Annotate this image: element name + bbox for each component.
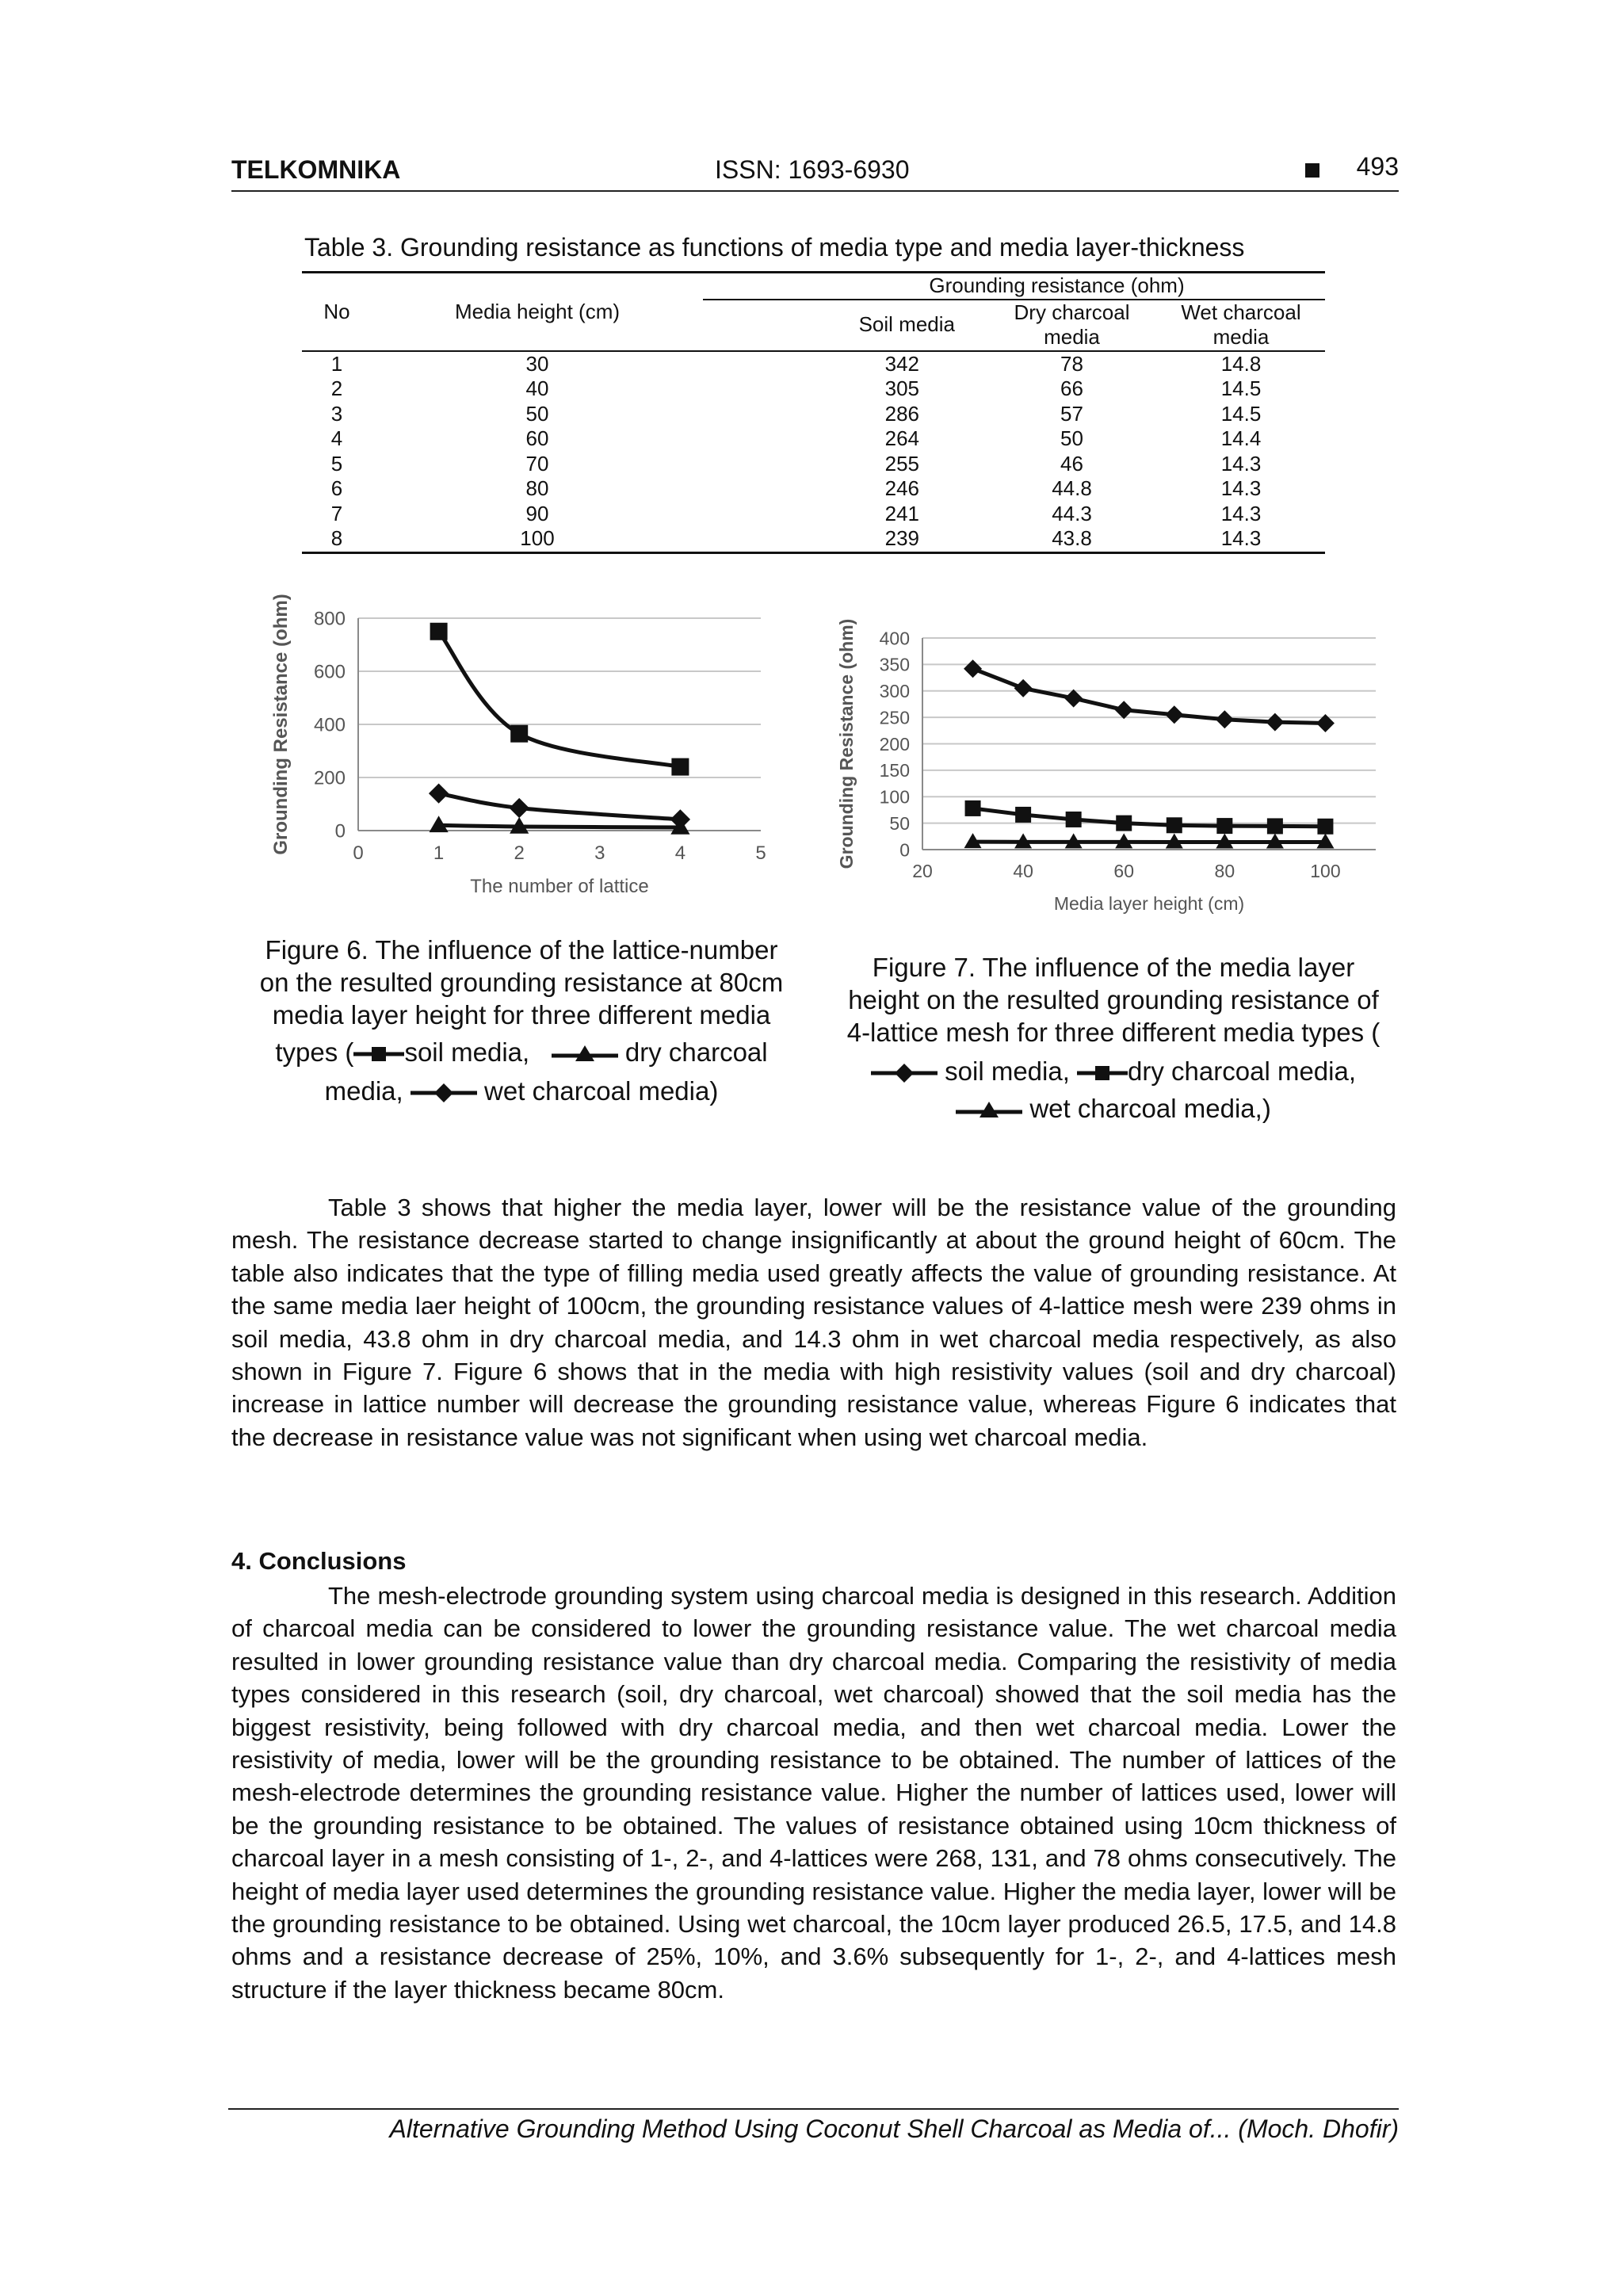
data-point-diamond <box>1115 701 1133 719</box>
y-tick-label: 50 <box>889 812 910 834</box>
y-tick-label: 0 <box>899 839 910 861</box>
data-point-diamond <box>510 798 529 818</box>
table-row <box>302 502 1325 527</box>
table-cell: 5 <box>330 451 343 476</box>
table-cell: 44.3 <box>1052 501 1092 525</box>
table-cell: 3 <box>330 401 343 426</box>
x-tick-label: 20 <box>912 861 933 881</box>
legend-triangle-marker-icon <box>552 1042 618 1066</box>
data-point-square <box>1116 816 1132 831</box>
data-point-square <box>1167 817 1182 833</box>
table-cell: 305 <box>884 376 919 400</box>
data-point-square <box>430 623 448 640</box>
figure7-caption <box>824 951 1403 1125</box>
y-tick-label: 350 <box>879 654 910 675</box>
figure6-caption-text: wet charcoal media) <box>484 1076 719 1106</box>
figure7-caption-text: dry charcoal media, <box>1128 1056 1357 1086</box>
data-point-square <box>671 758 689 776</box>
x-axis-label: The number of lattice <box>470 876 649 897</box>
figure7-caption-text: soil media, <box>945 1056 1070 1086</box>
table-cell: 2 <box>330 376 343 400</box>
page-number: 493 <box>1356 152 1399 181</box>
series-line <box>439 632 681 767</box>
data-point-diamond <box>429 783 449 803</box>
table-cell: 7 <box>330 501 343 525</box>
table3-body <box>302 351 1325 553</box>
y-axis-label: Grounding Resistance (ohm) <box>270 594 292 855</box>
figure7-caption-line: 4-lattice mesh for three different media types ( <box>846 1018 1381 1047</box>
figure6-caption-text: types ( <box>275 1037 354 1067</box>
legend-square-marker-icon <box>353 1042 404 1066</box>
table3-header-height: Media height (cm) <box>372 273 703 351</box>
table-cell: 44.8 <box>1052 476 1092 500</box>
data-point-square <box>965 800 981 816</box>
table-cell: 43.8 <box>987 526 1157 552</box>
y-tick-label: 0 <box>334 820 346 842</box>
figure6-caption-line: Figure 6. The influence of the lattice-number <box>265 935 778 965</box>
table-cell: 30 <box>525 351 549 376</box>
paragraph-results <box>231 1191 1396 1454</box>
table-cell: 50 <box>525 401 549 426</box>
table-cell: 46 <box>1060 451 1083 476</box>
table-cell: 78 <box>1060 351 1083 376</box>
data-point-diamond <box>964 659 982 678</box>
table-cell: 8 <box>302 526 372 552</box>
table-cell: 14.8 <box>1220 351 1262 376</box>
square-bullet-icon <box>1305 163 1319 178</box>
x-tick-label: 1 <box>433 842 445 864</box>
table3-caption: Table 3. Grounding resistance as functions of media type and media layer-thickness <box>304 233 1245 262</box>
page-footer <box>228 2108 1399 2143</box>
table-cell: 4 <box>330 426 343 450</box>
x-tick-label: 4 <box>674 842 686 864</box>
table-cell: 239 <box>703 526 987 552</box>
x-tick-label: 3 <box>594 842 605 864</box>
figure6-caption-text: media, <box>324 1076 403 1106</box>
y-tick-label: 800 <box>313 608 346 630</box>
table-cell: 14.3 <box>1220 501 1262 525</box>
table3-header-dry: Dry charcoal media <box>987 300 1157 351</box>
table-cell: 1 <box>330 351 343 376</box>
x-tick-label: 2 <box>514 842 525 864</box>
x-tick-label: 80 <box>1214 861 1235 881</box>
section-heading-conclusions: 4. Conclusions <box>231 1547 407 1575</box>
data-point-square <box>1015 807 1031 823</box>
figure6-caption-text: soil media, <box>404 1037 530 1067</box>
table-cell: 241 <box>884 501 919 525</box>
table-row <box>302 351 1325 377</box>
table-row <box>302 476 1325 502</box>
legend-triangle-marker-icon <box>956 1098 1022 1122</box>
table3-header-group: Grounding resistance (ohm) <box>703 273 1325 300</box>
table-cell: 50 <box>1060 426 1083 450</box>
data-point-square <box>510 725 528 743</box>
table-cell: 80 <box>525 476 549 500</box>
y-tick-label: 400 <box>879 628 910 649</box>
y-tick-label: 250 <box>879 707 910 728</box>
x-axis-label: Media layer height (cm) <box>1053 893 1245 914</box>
data-point-diamond <box>1014 679 1033 697</box>
table-cell: 246 <box>884 476 919 500</box>
table-cell: 66 <box>1060 376 1083 400</box>
table-row <box>302 376 1325 402</box>
y-tick-label: 100 <box>879 786 910 808</box>
legend-diamond-marker-icon <box>411 1081 477 1105</box>
figure6-caption-text: dry charcoal <box>624 1037 768 1067</box>
table-row <box>302 426 1325 452</box>
y-tick-label: 150 <box>879 760 910 781</box>
data-point-square <box>1066 812 1082 827</box>
legend-diamond-marker-icon <box>871 1061 938 1085</box>
figure7-caption-line: Figure 7. The influence of the media layer <box>872 953 1355 982</box>
data-point-square <box>1216 818 1232 834</box>
paragraph-text: Table 3 shows that higher the media layer, lower will be the resistance value of the grounding mesh. The resistance decrease started to change insignificantly at about the ground height of 60cm. The table also indicates that the type of filling media used greatly affects the value of grounding resistance. At the same media laer height of 100cm, the grounding resistance values of 4-lattice mesh were 239 ohms in soil media, 43.8 ohm in dry charcoal media, and 14.3 ohm in wet charcoal media respectively, as also shown in Figure 7. Figure 6 shows that in the media with high resistivity values (soil and dry charcoal) increase in lattice number will decrease the grounding resistance value, whereas Figure 6 indicates that the decrease in resistance value was not significant when using wet charcoal media. <box>231 1194 1396 1451</box>
y-axis-label: Grounding Resistance (ohm) <box>836 618 857 869</box>
series-line <box>973 669 1326 724</box>
issn: ISSN: 1693-6930 <box>715 155 910 184</box>
y-tick-label: 400 <box>313 714 346 736</box>
data-point-diamond <box>1165 705 1183 724</box>
table3 <box>302 271 1325 554</box>
x-tick-label: 100 <box>1310 861 1341 881</box>
table-cell: 286 <box>884 401 919 426</box>
table-cell: 40 <box>525 376 549 400</box>
figure7-caption-text: wet charcoal media,) <box>1029 1094 1271 1123</box>
figure6-caption-line: on the resulted grounding resistance at 80cm <box>259 968 784 997</box>
table-cell: 255 <box>884 451 919 476</box>
figure6-caption <box>236 934 807 1107</box>
table-cell: 14.5 <box>1220 376 1262 400</box>
figure7-caption-line: height on the resulted grounding resistance of <box>848 985 1379 1014</box>
x-tick-label: 5 <box>755 842 766 864</box>
figure7-chart <box>836 618 1392 935</box>
table-row <box>302 402 1325 427</box>
data-point-diamond <box>1266 713 1284 732</box>
table-cell: 14.3 <box>1220 476 1262 500</box>
paragraph-text: The mesh-electrode grounding system using charcoal media is designed in this research. Addition of charcoal media can be considered to lower the grounding resistance value. The wet charcoal media resulted in lower grounding resistance value than dry charcoal media. Comparing the resistivity of media types considered in this research (soil, dry charcoal, wet charcoal) showed that the soil media has the biggest resistivity, being followed with dry charcoal media, and then wet charcoal media. Lower the resistivity of media, lower will be the grounding resistance to be obtained. The number of lattices of the mesh-electrode determines the grounding resistance value. Higher the number of lattices used, lower will be the grounding resistance to be obtained. The values of resistance obtained using 10cm thickness of charcoal layer in a mesh consisting of 1-, 2-, and 4-lattices were 268, 131, and 78 ohms consecutively. The height of media layer used determines the grounding resistance value. Higher the media layer, lower will be the grounding resistance to be obtained. Using wet charcoal, the 10cm layer produced 26.5, 17.5, and 14.8 ohms and a resistance decrease of 25%, 10%, and 3.6% subsequently for 1-, 2-, and 4-lattices mesh structure if the layer thickness became 80cm. <box>231 1582 1396 2004</box>
table-cell: 6 <box>330 476 343 500</box>
data-point-diamond <box>1064 690 1083 708</box>
table-cell: 14.3 <box>1157 526 1325 552</box>
legend-square-marker-icon <box>1077 1061 1128 1085</box>
table-cell: 14.4 <box>1220 426 1262 450</box>
table-row <box>302 452 1325 477</box>
series-line <box>439 793 681 819</box>
data-point-diamond <box>1216 710 1234 728</box>
table-cell: 14.5 <box>1220 401 1262 426</box>
x-tick-label: 0 <box>353 842 364 864</box>
y-tick-label: 200 <box>313 767 346 789</box>
table-cell: 264 <box>884 426 919 450</box>
table3-header-soil: Soil media <box>703 300 987 351</box>
table-cell: 60 <box>525 426 549 450</box>
paragraph-conclusions <box>231 1580 1396 2006</box>
table-cell: 342 <box>884 351 919 376</box>
figure6-caption-line: media layer height for three different media <box>272 1000 771 1030</box>
table-cell: 90 <box>525 501 549 525</box>
page-header <box>231 152 1399 192</box>
table-cell: 100 <box>372 526 703 552</box>
table3-header-wet: Wet charcoal media <box>1157 300 1325 351</box>
table-row <box>302 526 1325 552</box>
table3-header-no: No <box>302 273 372 351</box>
y-tick-label: 200 <box>879 733 910 755</box>
x-tick-label: 40 <box>1013 861 1033 881</box>
y-tick-label: 300 <box>879 681 910 702</box>
data-point-square <box>1317 819 1333 835</box>
figure6-chart <box>269 594 777 919</box>
table-cell: 14.3 <box>1220 451 1262 476</box>
table-cell: 70 <box>525 451 549 476</box>
x-tick-label: 60 <box>1113 861 1135 881</box>
series-line <box>439 825 681 827</box>
footer-running-title: Alternative Grounding Method Using Coconut Shell Charcoal as Media of... (Moch. Dhofir) <box>389 2115 1399 2143</box>
table-cell: 57 <box>1060 401 1083 426</box>
data-point-square <box>1267 818 1283 834</box>
journal-name: TELKOMNIKA <box>231 155 401 184</box>
y-tick-label: 600 <box>313 661 346 683</box>
